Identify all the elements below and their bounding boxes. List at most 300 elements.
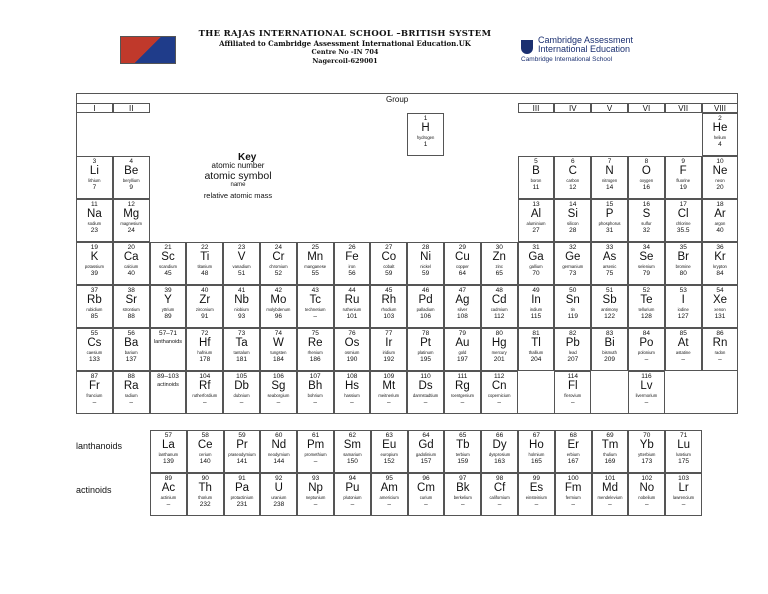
- atomic-number: 17: [679, 201, 687, 208]
- element-cell-rh[interactable]: [370, 285, 407, 328]
- atomic-symbol: Cl: [677, 208, 689, 220]
- atomic-symbol: In: [531, 294, 541, 306]
- element-cell-y[interactable]: [150, 285, 187, 328]
- element-cell-np[interactable]: [297, 473, 334, 516]
- relative-atomic-mass: 231: [236, 501, 248, 508]
- element-cell-co[interactable]: [370, 242, 407, 285]
- relative-atomic-mass: 181: [236, 356, 248, 363]
- atomic-number: 55: [90, 330, 99, 337]
- relative-atomic-mass: 128: [640, 313, 652, 320]
- atomic-symbol: O: [641, 165, 651, 177]
- atomic-symbol: Lv: [640, 380, 653, 392]
- element-cell-cu[interactable]: [444, 242, 481, 285]
- relative-atomic-mass: 32: [642, 227, 651, 234]
- element-cell-er[interactable]: [555, 430, 592, 473]
- element-cell-rb[interactable]: [76, 285, 113, 328]
- element-name: flerovium: [564, 393, 582, 398]
- element-name: osmium: [344, 350, 360, 355]
- element-cell-eu[interactable]: [371, 430, 408, 473]
- atomic-symbol: Tm: [601, 439, 619, 451]
- element-cell-p[interactable]: [591, 199, 628, 242]
- atomic-symbol: He: [712, 122, 728, 134]
- relative-atomic-mass: 85: [90, 313, 99, 320]
- element-name: neodymium: [267, 452, 290, 457]
- element-cell-tm[interactable]: [592, 430, 629, 473]
- element-name: radon: [714, 350, 726, 355]
- relative-atomic-mass: 59: [385, 270, 393, 277]
- element-cell-ni[interactable]: [407, 242, 444, 285]
- atomic-symbol: Ce: [197, 439, 213, 451]
- element-name: indium: [529, 307, 543, 312]
- atomic-number: 70: [643, 432, 651, 439]
- element-cell-fr[interactable]: [76, 371, 113, 414]
- atomic-number: 25: [311, 244, 319, 251]
- element-name: hassium: [344, 393, 360, 398]
- relative-atomic-mass: 108: [456, 313, 468, 320]
- atomic-number: 11: [91, 201, 98, 208]
- atomic-symbol: Ac: [161, 482, 176, 494]
- element-cell-ga[interactable]: [518, 242, 555, 285]
- atomic-symbol: Sb: [602, 294, 617, 306]
- element-cell-br[interactable]: [665, 242, 702, 285]
- element-cell-mt[interactable]: [370, 371, 407, 414]
- relative-atomic-mass: 27: [532, 227, 540, 234]
- element-cell-rg[interactable]: [444, 371, 481, 414]
- atomic-symbol: I: [681, 294, 685, 306]
- relative-atomic-mass: 195: [420, 356, 432, 363]
- atomic-number: 51: [605, 287, 614, 294]
- element-cell-re[interactable]: [297, 328, 334, 371]
- element-cell-ne[interactable]: [702, 156, 739, 199]
- atomic-symbol: B: [532, 165, 540, 177]
- atomic-symbol: Ba: [124, 337, 139, 349]
- atomic-symbol: La: [162, 439, 175, 451]
- atomic-number: 107: [309, 373, 321, 380]
- element-cell-cd[interactable]: [481, 285, 518, 328]
- element-cell-sr[interactable]: [113, 285, 150, 328]
- atomic-number: 9: [681, 158, 685, 165]
- element-cell-in[interactable]: [518, 285, 555, 328]
- element-cell-ti[interactable]: [186, 242, 223, 285]
- element-cell-se[interactable]: [628, 242, 665, 285]
- atomic-symbol: Co: [381, 251, 397, 263]
- atomic-symbol: Th: [198, 482, 212, 494]
- group-header: VII: [665, 103, 702, 113]
- atomic-number: 15: [605, 201, 614, 208]
- atomic-number: 68: [569, 432, 577, 439]
- element-cell-ir[interactable]: [370, 328, 407, 371]
- element-name: titanium: [197, 264, 213, 269]
- relative-atomic-mass: –: [166, 501, 171, 508]
- atomic-symbol: V: [237, 251, 246, 263]
- relative-atomic-mass: 73: [569, 270, 577, 277]
- relative-atomic-mass: –: [423, 399, 428, 406]
- element-cell-n[interactable]: [591, 156, 628, 199]
- element-cell-nd[interactable]: [260, 430, 297, 473]
- relative-atomic-mass: 207: [567, 356, 579, 363]
- element-cell-pa[interactable]: [224, 473, 261, 516]
- element-cell-al[interactable]: [518, 199, 555, 242]
- relative-atomic-mass: –: [497, 399, 501, 406]
- element-cell-w[interactable]: [260, 328, 297, 371]
- atomic-symbol: Dy: [492, 439, 507, 451]
- element-name: cadmium: [490, 307, 508, 312]
- element-cell-ar[interactable]: [702, 199, 739, 242]
- element-cell-sg[interactable]: [260, 371, 297, 414]
- atomic-symbol: Cd: [491, 294, 507, 306]
- relative-atomic-mass: 88: [127, 313, 135, 320]
- element-name: technetium: [304, 307, 326, 312]
- element-name: curium: [419, 495, 433, 500]
- relative-atomic-mass: 190: [346, 356, 358, 363]
- element-cell-dy[interactable]: [481, 430, 518, 473]
- element-name: calcium: [124, 264, 139, 269]
- element-cell-v[interactable]: [223, 242, 260, 285]
- atomic-symbol: Hs: [344, 380, 360, 392]
- element-cell-at[interactable]: [665, 328, 702, 371]
- element-cell-rf[interactable]: [186, 371, 223, 414]
- relative-atomic-mass: 52: [274, 270, 283, 277]
- element-cell-he[interactable]: [702, 113, 739, 156]
- relative-atomic-mass: 40: [127, 270, 135, 277]
- element-name: lithium: [88, 178, 101, 183]
- element-cell-lanthanoids[interactable]: [150, 328, 187, 371]
- atomic-symbol: Sc: [161, 251, 175, 263]
- element-name: praseodymium: [228, 452, 256, 457]
- atomic-number: 89: [164, 475, 173, 482]
- atomic-number: 95: [385, 475, 393, 482]
- atomic-number: 100: [567, 475, 579, 482]
- atomic-number: 50: [569, 287, 577, 294]
- element-name: caesium: [86, 350, 103, 355]
- group-header: III: [518, 103, 555, 113]
- element-cell-fm[interactable]: [555, 473, 592, 516]
- atomic-symbol: Am: [380, 482, 398, 494]
- element-cell-fe[interactable]: [334, 242, 371, 285]
- element-cell-pb[interactable]: [554, 328, 591, 371]
- element-cell-tc[interactable]: [297, 285, 334, 328]
- element-cell-kr[interactable]: [702, 242, 739, 285]
- atomic-symbol: W: [272, 337, 284, 349]
- element-cell-pd[interactable]: [407, 285, 444, 328]
- element-name: lanthanoids: [153, 339, 183, 345]
- element-cell-ca[interactable]: [113, 242, 150, 285]
- atomic-number: 57–71: [158, 330, 178, 337]
- element-cell-th[interactable]: [187, 473, 224, 516]
- element-cell-lv[interactable]: [628, 371, 665, 414]
- element-cell-tl[interactable]: [518, 328, 555, 371]
- relative-atomic-mass: 157: [420, 458, 432, 465]
- element-name: oxygen: [639, 178, 654, 183]
- element-cell-cf[interactable]: [481, 473, 518, 516]
- element-cell-am[interactable]: [371, 473, 408, 516]
- relative-atomic-mass: 167: [567, 458, 579, 465]
- relative-atomic-mass: 137: [125, 356, 137, 363]
- element-cell-zr[interactable]: [186, 285, 223, 328]
- element-cell-ge[interactable]: [554, 242, 591, 285]
- element-cell-pu[interactable]: [334, 473, 371, 516]
- relative-atomic-mass: 139: [162, 458, 174, 465]
- atomic-number: 26: [348, 244, 356, 251]
- element-cell-na[interactable]: [76, 199, 113, 242]
- element-cell-cs[interactable]: [76, 328, 113, 371]
- atomic-number: 105: [236, 373, 248, 380]
- element-cell-li[interactable]: [76, 156, 113, 199]
- atomic-number: 43: [311, 287, 319, 294]
- element-name: tungsten: [270, 350, 287, 355]
- element-cell-os[interactable]: [334, 328, 371, 371]
- element-cell-c[interactable]: [554, 156, 591, 199]
- element-cell-bi[interactable]: [591, 328, 628, 371]
- element-cell-sb[interactable]: [591, 285, 628, 328]
- atomic-number: 74: [274, 330, 283, 337]
- element-cell-pm[interactable]: [297, 430, 334, 473]
- atomic-symbol: Pm: [306, 439, 325, 451]
- element-cell-au[interactable]: [444, 328, 481, 371]
- element-cell-lu[interactable]: [665, 430, 702, 473]
- element-cell-be[interactable]: [113, 156, 150, 199]
- atomic-symbol: Zn: [492, 251, 506, 263]
- element-cell-ce[interactable]: [187, 430, 224, 473]
- element-cell-u[interactable]: [260, 473, 297, 516]
- atomic-number: 33: [605, 244, 614, 251]
- atomic-symbol: Cn: [491, 380, 507, 392]
- relative-atomic-mass: 238: [273, 501, 285, 508]
- element-cell-as[interactable]: [591, 242, 628, 285]
- element-cell-ru[interactable]: [334, 285, 371, 328]
- element-cell-nb[interactable]: [223, 285, 260, 328]
- atomic-number: 111: [457, 373, 468, 380]
- atomic-symbol: Br: [677, 251, 689, 263]
- atomic-symbol: Fe: [345, 251, 359, 263]
- element-cell-cn[interactable]: [481, 371, 518, 414]
- relative-atomic-mass: 106: [420, 313, 432, 320]
- element-cell-te[interactable]: [628, 285, 665, 328]
- atomic-symbol: Bi: [604, 337, 615, 349]
- atomic-number: 46: [421, 287, 430, 294]
- element-name: actinoids: [157, 382, 179, 388]
- element-cell-ta[interactable]: [223, 328, 260, 371]
- element-name: bromine: [675, 264, 691, 269]
- element-cell-ds[interactable]: [407, 371, 444, 414]
- element-name: zirconium: [195, 307, 214, 312]
- atomic-symbol: Al: [530, 208, 542, 220]
- atomic-number: 69: [606, 432, 614, 439]
- atomic-symbol: Ra: [123, 380, 139, 392]
- element-cell-hg[interactable]: [481, 328, 518, 371]
- element-cell-cr[interactable]: [260, 242, 297, 285]
- atomic-symbol: Rn: [712, 337, 728, 349]
- element-cell-ag[interactable]: [444, 285, 481, 328]
- relative-atomic-mass: –: [644, 501, 649, 508]
- relative-atomic-mass: –: [313, 458, 318, 465]
- element-name: rhodium: [381, 307, 397, 312]
- element-name: lanthanum: [158, 452, 179, 457]
- element-name: astatine: [675, 350, 691, 355]
- atomic-symbol: Pu: [345, 482, 360, 494]
- relative-atomic-mass: 122: [604, 313, 616, 320]
- atomic-number: 8: [644, 158, 649, 165]
- element-name: uranium: [271, 495, 287, 500]
- element-cell-f[interactable]: [665, 156, 702, 199]
- element-cell-pt[interactable]: [407, 328, 444, 371]
- element-cell-md[interactable]: [592, 473, 629, 516]
- element-name: gold: [458, 350, 467, 355]
- relative-atomic-mass: 31: [605, 227, 614, 234]
- relative-atomic-mass: –: [129, 399, 133, 406]
- atomic-symbol: H: [421, 122, 430, 134]
- element-cell-gd[interactable]: [408, 430, 445, 473]
- atomic-number: 57: [164, 432, 173, 439]
- atomic-symbol: Pt: [420, 337, 432, 349]
- atomic-symbol: Au: [455, 337, 470, 349]
- atomic-symbol: Tl: [531, 337, 541, 349]
- atomic-number: 90: [201, 475, 209, 482]
- element-cell-ho[interactable]: [518, 430, 555, 473]
- element-name: krypton: [713, 264, 727, 269]
- atomic-number: 116: [641, 373, 652, 380]
- element-name: neptunium: [305, 495, 326, 500]
- element-name: iridium: [382, 350, 395, 355]
- element-cell-db[interactable]: [223, 371, 260, 414]
- relative-atomic-mass: –: [313, 501, 318, 508]
- relative-atomic-mass: 11: [532, 184, 540, 191]
- element-cell-i[interactable]: [665, 285, 702, 328]
- element-cell-lr[interactable]: [665, 473, 702, 516]
- element-cell-si[interactable]: [554, 199, 591, 242]
- relative-atomic-mass: 173: [641, 458, 653, 465]
- element-cell-sc[interactable]: [150, 242, 187, 285]
- element-cell-hf[interactable]: [186, 328, 223, 371]
- element-cell-yb[interactable]: [628, 430, 665, 473]
- relative-atomic-mass: –: [681, 356, 685, 363]
- element-name: copernicium: [487, 393, 511, 398]
- element-cell-cm[interactable]: [408, 473, 445, 516]
- relative-atomic-mass: 152: [383, 458, 395, 465]
- element-name: thulium: [603, 452, 617, 457]
- element-name: platinum: [417, 350, 434, 355]
- element-cell-zn[interactable]: [481, 242, 518, 285]
- element-name: radium: [124, 393, 138, 398]
- element-cell-ac[interactable]: [150, 473, 187, 516]
- relative-atomic-mass: 209: [604, 356, 616, 363]
- relative-atomic-mass: 19: [679, 184, 687, 191]
- element-name: plutonium: [343, 495, 362, 500]
- element-cell-mn[interactable]: [297, 242, 334, 285]
- element-cell-o[interactable]: [628, 156, 665, 199]
- atomic-number: 67: [532, 432, 541, 439]
- atomic-symbol: Cr: [272, 251, 285, 263]
- element-cell-no[interactable]: [628, 473, 665, 516]
- element-cell-rn[interactable]: [702, 328, 739, 371]
- element-cell-ra[interactable]: [113, 371, 150, 414]
- element-cell-hs[interactable]: [334, 371, 371, 414]
- atomic-symbol: Pr: [236, 439, 248, 451]
- atomic-symbol: Sm: [343, 439, 362, 451]
- relative-atomic-mass: 201: [493, 356, 505, 363]
- element-cell-k[interactable]: [76, 242, 113, 285]
- relative-atomic-mass: –: [202, 399, 207, 406]
- atomic-number: 93: [311, 475, 320, 482]
- atomic-symbol: Zr: [199, 294, 211, 306]
- key-line4: relative atomic mass: [203, 191, 273, 200]
- relative-atomic-mass: 20: [716, 184, 724, 191]
- element-name: terbium: [455, 452, 470, 457]
- group-header: VI: [628, 103, 665, 113]
- element-cell-po[interactable]: [628, 328, 665, 371]
- atomic-number: 7: [607, 158, 612, 165]
- element-name: rhenium: [307, 350, 323, 355]
- element-cell-la[interactable]: [150, 430, 187, 473]
- key-line2: atomic symbol: [204, 170, 272, 182]
- relative-atomic-mass: 133: [88, 356, 100, 363]
- element-cell-sn[interactable]: [554, 285, 591, 328]
- relative-atomic-mass: 84: [716, 270, 724, 277]
- atomic-number: 2: [718, 115, 722, 122]
- element-name: strontium: [122, 307, 140, 312]
- relative-atomic-mass: 192: [383, 356, 395, 363]
- element-cell-pr[interactable]: [224, 430, 261, 473]
- atomic-symbol: Si: [567, 208, 578, 220]
- relative-atomic-mass: –: [239, 399, 244, 406]
- element-cell-h[interactable]: [407, 113, 444, 156]
- element-name: berkelium: [453, 495, 472, 500]
- element-cell-cl[interactable]: [665, 199, 702, 242]
- element-cell-mo[interactable]: [260, 285, 297, 328]
- atomic-symbol: Cs: [87, 337, 102, 349]
- element-cell-actinoids[interactable]: [150, 371, 187, 414]
- element-cell-sm[interactable]: [334, 430, 371, 473]
- element-name: nickel: [420, 264, 431, 269]
- atomic-symbol: Gd: [418, 439, 434, 451]
- relative-atomic-mass: 40: [716, 227, 724, 234]
- element-cell-es[interactable]: [518, 473, 555, 516]
- element-name: vanadium: [232, 264, 251, 269]
- element-cell-ba[interactable]: [113, 328, 150, 371]
- element-name: promethium: [304, 452, 327, 457]
- element-cell-s[interactable]: [628, 199, 665, 242]
- element-name: thallium: [528, 350, 544, 355]
- element-name: manganese: [304, 264, 327, 269]
- atomic-number: 98: [495, 475, 504, 482]
- element-cell-xe[interactable]: [702, 285, 739, 328]
- relative-atomic-mass: 35.5: [676, 227, 690, 234]
- element-cell-bk[interactable]: [444, 473, 481, 516]
- atomic-symbol: Np: [308, 482, 323, 494]
- relative-atomic-mass: 127: [677, 313, 689, 320]
- relative-atomic-mass: 141: [236, 458, 248, 465]
- element-cell-mg[interactable]: [113, 199, 150, 242]
- element-cell-bh[interactable]: [297, 371, 334, 414]
- atomic-symbol: Rb: [87, 294, 102, 306]
- atomic-symbol: Os: [344, 337, 360, 349]
- element-cell-b[interactable]: [518, 156, 555, 199]
- element-name: cerium: [198, 452, 212, 457]
- atomic-number: 13: [532, 201, 540, 208]
- element-cell-fl[interactable]: [554, 371, 591, 414]
- school-name: THE RAJAS INTERNATIONAL SCHOOL –BRITISH SYSTEM: [198, 29, 492, 39]
- element-name: protactinium: [230, 495, 254, 500]
- element-name: samarium: [343, 452, 362, 457]
- relative-atomic-mass: 51: [237, 270, 246, 277]
- element-cell-tb[interactable]: [444, 430, 481, 473]
- relative-atomic-mass: 91: [201, 313, 209, 320]
- relative-atomic-mass: 197: [456, 356, 468, 363]
- element-name: arsenic: [602, 264, 617, 269]
- key-line3: name: [230, 182, 246, 188]
- element-name: tellurium: [638, 307, 655, 312]
- atomic-number: 108: [346, 373, 358, 380]
